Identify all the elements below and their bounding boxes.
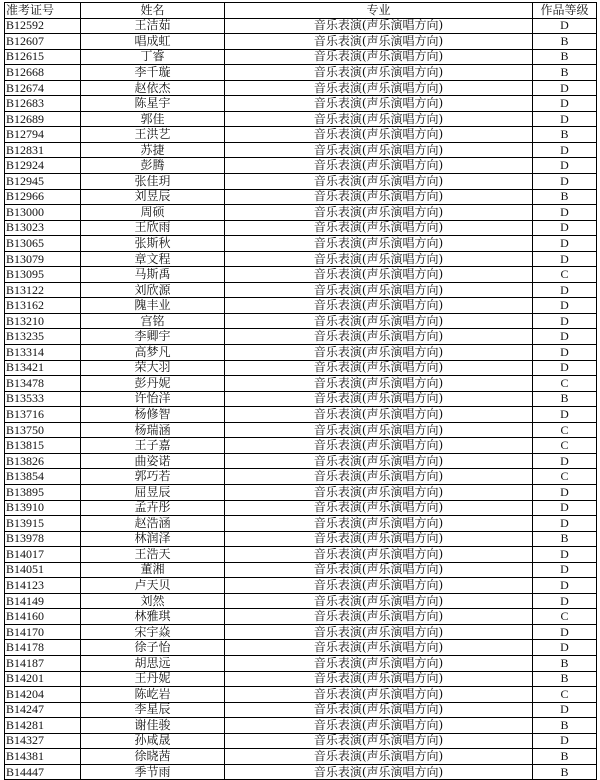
major-cell: 音乐表演(声乐演唱方向) [225,376,533,392]
name-cell: 曲姿诺 [81,453,225,469]
table-row [5,127,597,143]
name-cell: 荣大羽 [81,360,225,376]
major-cell: 音乐表演(声乐演唱方向) [225,718,533,734]
name-cell: 赵依杰 [81,80,225,96]
grade-cell: D [533,205,597,221]
grade-cell: D [533,251,597,267]
table-row [5,702,597,718]
grade-cell: D [533,220,597,236]
major-cell: 音乐表演(声乐演唱方向) [225,469,533,485]
name-cell: 唱成虹 [81,34,225,50]
major-cell: 音乐表演(声乐演唱方向) [225,34,533,50]
major-cell: 音乐表演(声乐演唱方向) [225,438,533,454]
name-cell: 孙咸晟 [81,733,225,749]
column-header-exam-id: 准考证号 [5,3,81,19]
name-cell: 章文程 [81,251,225,267]
grade-cell: B [533,749,597,765]
name-cell: 刘欣源 [81,282,225,298]
major-cell: 音乐表演(声乐演唱方向) [225,531,533,547]
exam-id-cell: B13895 [5,484,81,500]
exam-id-cell: B13000 [5,205,81,221]
major-cell: 音乐表演(声乐演唱方向) [225,282,533,298]
table-row [5,158,597,174]
grade-cell: D [533,453,597,469]
table-row [5,65,597,81]
grade-cell: C [533,267,597,283]
table-row [5,453,597,469]
name-cell: 王洁茹 [81,18,225,34]
name-cell: 许怡洋 [81,391,225,407]
grade-cell: B [533,764,597,780]
major-cell: 音乐表演(声乐演唱方向) [225,174,533,190]
name-cell: 李星辰 [81,702,225,718]
exam-id-cell: B12831 [5,142,81,158]
table-row [5,313,597,329]
exam-id-cell: B14149 [5,593,81,609]
table-row [5,484,597,500]
exam-id-cell: B14281 [5,718,81,734]
grade-cell: D [533,640,597,656]
name-cell: 孟卉彤 [81,500,225,516]
grade-cell: B [533,34,597,50]
exam-id-cell: B14017 [5,547,81,563]
name-cell: 彭丹妮 [81,376,225,392]
grade-cell: D [533,500,597,516]
major-cell: 音乐表演(声乐演唱方向) [225,111,533,127]
table-row [5,34,597,50]
exam-id-cell: B12607 [5,34,81,50]
table-row [5,49,597,65]
exam-id-cell: B13314 [5,345,81,361]
name-cell: 郭佳 [81,111,225,127]
table-row [5,376,597,392]
grade-cell: D [533,18,597,34]
exam-id-cell: B13978 [5,531,81,547]
grade-cell: D [533,733,597,749]
exam-id-cell: B12668 [5,65,81,81]
name-cell: 卢天贝 [81,578,225,594]
exam-id-cell: B13095 [5,267,81,283]
major-cell: 音乐表演(声乐演唱方向) [225,80,533,96]
exam-id-cell: B13210 [5,313,81,329]
table-row [5,251,597,267]
name-cell: 赵浩涵 [81,516,225,532]
exam-id-cell: B13915 [5,516,81,532]
exam-id-cell: B14447 [5,764,81,780]
table-row [5,345,597,361]
table-row [5,624,597,640]
major-cell: 音乐表演(声乐演唱方向) [225,251,533,267]
exam-id-cell: B13162 [5,298,81,314]
exam-id-cell: B14178 [5,640,81,656]
exam-id-cell: B14204 [5,687,81,703]
grade-cell: B [533,671,597,687]
table-row [5,111,597,127]
table-row [5,578,597,594]
exam-id-cell: B14170 [5,624,81,640]
name-cell: 刘昱辰 [81,189,225,205]
name-cell: 王子嘉 [81,438,225,454]
grade-cell: C [533,422,597,438]
name-cell: 屈昱辰 [81,484,225,500]
table-row [5,267,597,283]
table-row [5,96,597,112]
major-cell: 音乐表演(声乐演唱方向) [225,127,533,143]
exam-id-cell: B14160 [5,609,81,625]
grade-cell: B [533,65,597,81]
exam-id-cell: B14123 [5,578,81,594]
table-row [5,500,597,516]
table-row [5,360,597,376]
name-cell: 徐子怡 [81,640,225,656]
grade-cell: C [533,376,597,392]
grade-cell: D [533,158,597,174]
major-cell: 音乐表演(声乐演唱方向) [225,220,533,236]
major-cell: 音乐表演(声乐演唱方向) [225,547,533,563]
major-cell: 音乐表演(声乐演唱方向) [225,655,533,671]
major-cell: 音乐表演(声乐演唱方向) [225,49,533,65]
major-cell: 音乐表演(声乐演唱方向) [225,562,533,578]
grade-cell: D [533,702,597,718]
grade-cell: B [533,655,597,671]
column-header-name: 姓名 [81,3,225,19]
major-cell: 音乐表演(声乐演唱方向) [225,500,533,516]
major-cell: 音乐表演(声乐演唱方向) [225,702,533,718]
exam-id-cell: B13854 [5,469,81,485]
name-cell: 李千璇 [81,65,225,81]
table-row [5,655,597,671]
grade-cell: D [533,96,597,112]
name-cell: 胡思远 [81,655,225,671]
major-cell: 音乐表演(声乐演唱方向) [225,313,533,329]
name-cell: 马斯禹 [81,267,225,283]
grade-cell: D [533,111,597,127]
major-cell: 音乐表演(声乐演唱方向) [225,96,533,112]
name-cell: 彭腾 [81,158,225,174]
major-cell: 音乐表演(声乐演唱方向) [225,609,533,625]
table-row [5,593,597,609]
name-cell: 宫铭 [81,313,225,329]
name-cell: 张斯秋 [81,236,225,252]
name-cell: 林雅琪 [81,609,225,625]
exam-id-cell: B12615 [5,49,81,65]
exam-id-cell: B12924 [5,158,81,174]
name-cell: 徐晓茜 [81,749,225,765]
name-cell: 谢佳骏 [81,718,225,734]
major-cell: 音乐表演(声乐演唱方向) [225,158,533,174]
name-cell: 刘然 [81,593,225,609]
exam-id-cell: B12674 [5,80,81,96]
table-row [5,142,597,158]
table-row [5,718,597,734]
grade-cell: B [533,127,597,143]
grade-cell: D [533,329,597,345]
name-cell: 林润泽 [81,531,225,547]
major-cell: 音乐表演(声乐演唱方向) [225,422,533,438]
grade-cell: D [533,360,597,376]
table-row [5,687,597,703]
name-cell: 杨修智 [81,407,225,423]
major-cell: 音乐表演(声乐演唱方向) [225,671,533,687]
exam-id-cell: B13910 [5,500,81,516]
grade-cell: D [533,298,597,314]
exam-id-cell: B13122 [5,282,81,298]
name-cell: 王洪艺 [81,127,225,143]
table-row [5,749,597,765]
exam-id-cell: B13065 [5,236,81,252]
grade-cell: D [533,593,597,609]
grade-cell: D [533,578,597,594]
name-cell: 隗丰业 [81,298,225,314]
exam-id-cell: B13815 [5,438,81,454]
name-cell: 董湘 [81,562,225,578]
exam-id-cell: B14051 [5,562,81,578]
table-row [5,516,597,532]
exam-id-cell: B14187 [5,655,81,671]
name-cell: 丁睿 [81,49,225,65]
major-cell: 音乐表演(声乐演唱方向) [225,453,533,469]
exam-id-cell: B14327 [5,733,81,749]
name-cell: 周硕 [81,205,225,221]
name-cell: 李卿宇 [81,329,225,345]
name-cell: 陈星宇 [81,96,225,112]
exam-id-cell: B13826 [5,453,81,469]
major-cell: 音乐表演(声乐演唱方向) [225,764,533,780]
name-cell: 高梦凡 [81,345,225,361]
major-cell: 音乐表演(声乐演唱方向) [225,18,533,34]
grade-cell: C [533,469,597,485]
table-row [5,422,597,438]
table-row [5,671,597,687]
table-row [5,531,597,547]
major-cell: 音乐表演(声乐演唱方向) [225,267,533,283]
grade-cell: D [533,174,597,190]
major-cell: 音乐表演(声乐演唱方向) [225,360,533,376]
table-row [5,469,597,485]
grade-cell: B [533,531,597,547]
exam-id-cell: B13023 [5,220,81,236]
major-cell: 音乐表演(声乐演唱方向) [225,687,533,703]
grade-cell: D [533,80,597,96]
table-header-row [5,3,597,19]
table-row [5,80,597,96]
major-cell: 音乐表演(声乐演唱方向) [225,142,533,158]
table-row [5,562,597,578]
grade-cell: C [533,438,597,454]
name-cell: 宋宇焱 [81,624,225,640]
table-row [5,298,597,314]
table-row [5,438,597,454]
grade-cell: B [533,49,597,65]
table-row [5,236,597,252]
grade-cell: D [533,142,597,158]
exam-id-cell: B13533 [5,391,81,407]
grade-cell: D [533,624,597,640]
major-cell: 音乐表演(声乐演唱方向) [225,236,533,252]
name-cell: 王浩天 [81,547,225,563]
grade-cell: C [533,609,597,625]
grade-cell: B [533,718,597,734]
grade-cell: D [533,407,597,423]
major-cell: 音乐表演(声乐演唱方向) [225,516,533,532]
grade-cell: D [533,282,597,298]
grade-cell: D [533,313,597,329]
exam-id-cell: B13716 [5,407,81,423]
name-cell: 王丹妮 [81,671,225,687]
column-header-grade: 作品等级 [533,3,597,19]
table-row [5,547,597,563]
major-cell: 音乐表演(声乐演唱方向) [225,329,533,345]
table-row [5,640,597,656]
table-row [5,205,597,221]
name-cell: 苏捷 [81,142,225,158]
major-cell: 音乐表演(声乐演唱方向) [225,578,533,594]
table-row [5,282,597,298]
name-cell: 季节雨 [81,764,225,780]
grade-cell: C [533,687,597,703]
column-header-major: 专业 [225,3,533,19]
grade-cell: D [533,516,597,532]
table-row [5,189,597,205]
major-cell: 音乐表演(声乐演唱方向) [225,484,533,500]
major-cell: 音乐表演(声乐演唱方向) [225,345,533,361]
exam-id-cell: B14247 [5,702,81,718]
major-cell: 音乐表演(声乐演唱方向) [225,640,533,656]
table-row [5,329,597,345]
table-row [5,407,597,423]
major-cell: 音乐表演(声乐演唱方向) [225,593,533,609]
name-cell: 郭巧若 [81,469,225,485]
table-row [5,733,597,749]
exam-id-cell: B14381 [5,749,81,765]
grade-cell: D [533,547,597,563]
major-cell: 音乐表演(声乐演唱方向) [225,298,533,314]
major-cell: 音乐表演(声乐演唱方向) [225,624,533,640]
exam-id-cell: B13750 [5,422,81,438]
exam-id-cell: B12794 [5,127,81,143]
exam-id-cell: B12945 [5,174,81,190]
major-cell: 音乐表演(声乐演唱方向) [225,391,533,407]
name-cell: 王欣雨 [81,220,225,236]
grade-cell: D [533,236,597,252]
major-cell: 音乐表演(声乐演唱方向) [225,733,533,749]
table-row [5,18,597,34]
grade-cell: B [533,391,597,407]
exam-id-cell: B13235 [5,329,81,345]
exam-id-cell: B13079 [5,251,81,267]
name-cell: 陈屹岩 [81,687,225,703]
major-cell: 音乐表演(声乐演唱方向) [225,189,533,205]
grade-cell: D [533,345,597,361]
table-row [5,609,597,625]
table-row [5,764,597,780]
major-cell: 音乐表演(声乐演唱方向) [225,749,533,765]
exam-id-cell: B12683 [5,96,81,112]
major-cell: 音乐表演(声乐演唱方向) [225,205,533,221]
name-cell: 张佳玥 [81,174,225,190]
major-cell: 音乐表演(声乐演唱方向) [225,65,533,81]
name-cell: 杨瑞涵 [81,422,225,438]
table-row [5,174,597,190]
exam-id-cell: B13421 [5,360,81,376]
major-cell: 音乐表演(声乐演唱方向) [225,407,533,423]
exam-id-cell: B13478 [5,376,81,392]
exam-id-cell: B12592 [5,18,81,34]
results-table [4,2,597,780]
table-row [5,391,597,407]
table-body [5,18,597,780]
exam-id-cell: B12689 [5,111,81,127]
grade-cell: B [533,189,597,205]
grade-cell: D [533,562,597,578]
exam-id-cell: B12966 [5,189,81,205]
exam-id-cell: B14201 [5,671,81,687]
table-row [5,220,597,236]
grade-cell: D [533,484,597,500]
